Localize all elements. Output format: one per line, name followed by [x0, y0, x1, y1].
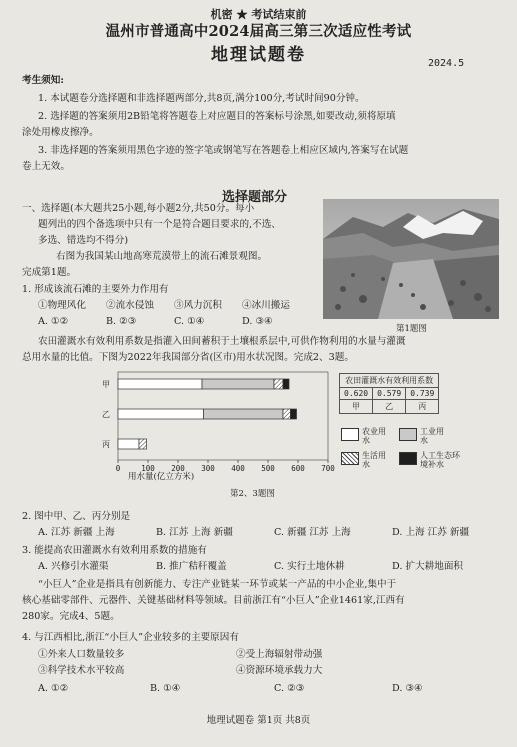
- bar-eco: [283, 379, 289, 389]
- q1-item: ①物理风化: [38, 300, 86, 311]
- q1-option-a: A. ①②: [38, 316, 69, 327]
- category-label: 乙: [102, 410, 110, 419]
- q4-option-b: B. ①④: [150, 683, 181, 694]
- legend-label-industry: 工业用水: [420, 427, 444, 445]
- bar-industry: [204, 409, 284, 419]
- table-label: 丙: [406, 400, 439, 414]
- q3-option-d: D. 扩大耕地面积: [392, 561, 464, 572]
- q4-item: ③科学技术水平较高: [38, 665, 125, 676]
- table-title: 农田灌溉水有效利用系数: [340, 374, 439, 388]
- x-tick-label: 100: [141, 464, 155, 473]
- table-value: 0.620: [340, 388, 373, 400]
- q4-item: ④资源环境承载力大: [236, 665, 323, 676]
- table-value: 0.739: [406, 388, 439, 400]
- bar-agri: [118, 439, 139, 449]
- q1-item: ②流水侵蚀: [106, 300, 154, 311]
- q1-option-c: C. ①④: [174, 316, 205, 327]
- x-tick-label: 0: [115, 464, 121, 473]
- bar-agri: [118, 409, 204, 419]
- paper-subject: 地理试题卷: [211, 45, 306, 65]
- q3-stem: 3. 能提高农田灌溉水有效利用系数的措施有: [22, 545, 207, 556]
- irrigation-coefficient-table: [339, 373, 439, 414]
- q3-option-a: A. 兴修引水灌渠: [38, 561, 109, 572]
- section-title: 选择题部分: [222, 190, 288, 205]
- q3-option-b: B. 推广秸秆覆盖: [156, 561, 227, 572]
- scree-landscape-photo: [323, 199, 499, 319]
- notice-item: 涂处用橡皮擦净。: [22, 127, 99, 138]
- section-intro: 一、选择题(本大题共25小题,每小题2分,共50分。每小: [22, 203, 255, 214]
- q2-option-d: D. 上海 江苏 新疆: [392, 527, 470, 538]
- section-intro: 题列出的四个备选项中只有一个是符合题目要求的,不选、: [38, 219, 281, 230]
- bar-industry: [202, 379, 274, 389]
- q4-option-c: C. ②③: [274, 683, 305, 694]
- bar-eco: [291, 409, 297, 419]
- notice-item: 1. 本试题卷分选择题和非选择题两部分,共8页,满分100分,考试时间90分钟。: [38, 93, 365, 104]
- q1-item: ④冰川搬运: [242, 300, 290, 311]
- bar-life: [274, 379, 283, 389]
- table-label: 乙: [373, 400, 406, 414]
- q2-stem: 2. 图中甲、乙、丙分别是: [22, 511, 131, 522]
- q1-stem: 1. 形成该流石滩的主要外力作用有: [22, 284, 169, 295]
- legend-swatch-agri: [341, 428, 359, 441]
- category-label: 丙: [102, 440, 110, 449]
- x-tick-label: 600: [291, 464, 305, 473]
- x-tick-label: 200: [171, 464, 185, 473]
- exam-date: 2024.5: [428, 58, 465, 69]
- photo-caption: 第1题图: [396, 324, 427, 334]
- section-intro: 右图为我国某山地高寒荒漠带上的流石滩景观图。: [56, 251, 268, 262]
- page-footer: 地理试题卷 第1页 共8页: [206, 715, 311, 726]
- notice-heading: 考生须知:: [22, 75, 64, 86]
- confidential-line: 机密 ★ 考试结束前: [210, 8, 307, 21]
- x-tick-label: 400: [231, 464, 245, 473]
- table-value: 0.579: [373, 388, 406, 400]
- passage-little-giant: 280家。完成4、5题。: [22, 611, 120, 622]
- legend-label-eco: 人工生态环境补水: [420, 451, 460, 469]
- section-intro: 完成第1题。: [22, 267, 77, 278]
- q4-option-d: D. ③④: [392, 683, 423, 694]
- q4-item: ①外来人口数量较多: [38, 649, 125, 660]
- exam-title: 温州市普通高中2024届高三第三次适应性考试: [105, 23, 412, 40]
- passage-irrigation: 农田灌溉水有效利用系数是指灌入田间蓄积于土壤根系层中,可供作物利用的水量与灌溉: [38, 336, 406, 347]
- x-tick-label: 500: [261, 464, 275, 473]
- legend-label-life: 生活用水: [362, 451, 386, 469]
- q1-option-b: B. ②③: [106, 316, 137, 327]
- bar-life: [139, 439, 147, 449]
- q4-stem: 4. 与江西相比,浙江“小巨人”企业较多的主要原因有: [22, 632, 239, 643]
- passage-little-giant: “小巨人”企业是指具有创新能力、专注产业链某一环节或某一产品的中小企业,集中于: [38, 579, 397, 590]
- q2-option-c: C. 新疆 江苏 上海: [274, 527, 351, 538]
- legend-label-agri: 农业用水: [362, 427, 386, 445]
- chart-caption: 第2、3题图: [230, 489, 275, 499]
- category-label: 甲: [102, 380, 110, 389]
- q3-option-c: C. 实行土地休耕: [274, 561, 345, 572]
- legend-swatch-life: [341, 452, 359, 465]
- q1-item: ③风力沉积: [174, 300, 222, 311]
- chart-xlabel: 用水量(亿立方米): [128, 472, 195, 482]
- q2-option-a: A. 江苏 新疆 上海: [38, 527, 115, 538]
- notice-item: 卷上无效。: [22, 161, 70, 172]
- q1-option-d: D. ③④: [242, 316, 273, 327]
- passage-irrigation: 总用水量的比值。下图为2022年我国部分省(区市)用水状况图。完成2、3题。: [22, 352, 354, 363]
- bar-agri: [118, 379, 202, 389]
- legend-swatch-eco: [399, 452, 417, 465]
- x-tick-label: 700: [321, 464, 335, 473]
- water-use-chart: [96, 368, 336, 486]
- q4-option-a: A. ①②: [38, 683, 69, 694]
- notice-item: 2. 选择题的答案须用2B铅笔将答题卷上对应题目的答案标号涂黑,如要改动,须将原填: [38, 111, 396, 122]
- q4-item: ②受上海辐射带动强: [236, 649, 323, 660]
- section-intro: 多选、错选均不得分): [38, 235, 129, 246]
- bar-life: [283, 409, 291, 419]
- table-label: 甲: [340, 400, 373, 414]
- x-tick-label: 300: [201, 464, 215, 473]
- notice-item: 3. 非选择题的答案须用黑色字迹的签字笔或钢笔写在答题卷上相应区域内,答案写在试题: [38, 145, 409, 156]
- q2-option-b: B. 江苏 上海 新疆: [156, 527, 233, 538]
- passage-little-giant: 核心基础零部件、元器件、关键基础材料等领域。目前浙江有“小巨人”企业1461家,江西有: [22, 595, 405, 606]
- legend-swatch-industry: [399, 428, 417, 441]
